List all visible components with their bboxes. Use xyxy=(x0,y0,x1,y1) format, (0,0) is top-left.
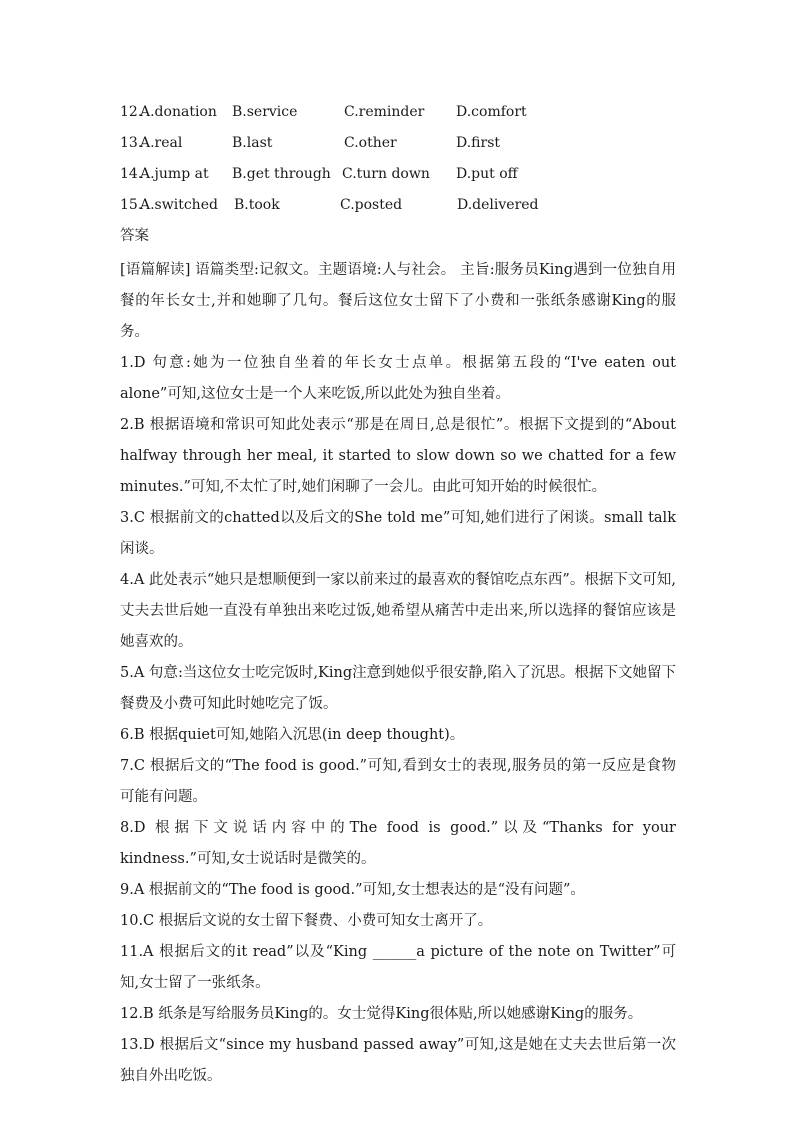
option-b: B.service xyxy=(232,104,298,120)
option-c: C.posted xyxy=(340,197,403,213)
passage-analysis: [语篇解读] 语篇类型:记叙文。主题语境:人与社会。 主旨:服务员King遇到一位独自用餐的年长女士,并和她聊了几句。餐后这位女士留下了小费和一张纸条感谢King的服务。 xyxy=(120,262,676,340)
answer-item-8: 8.D 根据下文说话内容中的The food is good.”以及“Thanks for your kindness.”可知,女士说话时是微笑的。 xyxy=(120,820,676,867)
answer-item-7: 7.C 根据后文的“The food is good.”可知,看到女士的表现,服务员的第一反应是食物可能有问题。 xyxy=(120,758,676,805)
answer-item-4: 4.A 此处表示“她只是想顺便到一家以前来过的最喜欢的餐馆吃点东西”。根据下文可知,丈夫去世后她一直没有单独出来吃过饭,她希望从痛苦中走出来,所以选择的餐馆应该是她喜欢的。 xyxy=(120,572,676,650)
answer-item-2: 2.B 根据语境和常识可知此处表示“那是在周日,总是很忙”。根据下文提到的“About halfway through her meal, it started to slow down so we chatted for a few minutes.”可知,不太忙了时,她们闲聊了一会儿。由此可知开始的时候很忙。 xyxy=(120,417,676,495)
question-number: 13. xyxy=(120,135,143,151)
question-number: 14. xyxy=(120,166,143,182)
option-d: D.first xyxy=(456,135,501,151)
option-d: D.delivered xyxy=(457,197,539,213)
answer-heading: 答案 xyxy=(120,228,149,244)
option-c: C.turn down xyxy=(342,166,430,182)
question-number: 15. xyxy=(120,197,143,213)
answer-item-13: 13.D 根据后文“since my husband passed away”可知,这是她在丈夫去世后第一次独自外出吃饭。 xyxy=(120,1037,676,1084)
answer-item-10: 10.C 根据后文说的女士留下餐费、小费可知女士离开了。 xyxy=(120,913,493,929)
option-c: C.reminder xyxy=(344,104,425,120)
answer-item-9: 9.A 根据前文的“The food is good.”可知,女士想表达的是“没有问题”。 xyxy=(120,882,585,898)
option-c: C.other xyxy=(344,135,397,151)
option-a: A.donation xyxy=(140,104,217,120)
option-d: D.comfort xyxy=(456,104,527,120)
option-b: B.get through xyxy=(232,166,331,182)
option-a: A.switched xyxy=(140,197,218,213)
answer-item-3: 3.C 根据前文的chatted以及后文的She told me”可知,她们进行了闲谈。small talk 闲谈。 xyxy=(120,510,676,557)
question-number: 12. xyxy=(120,104,143,120)
answer-item-12: 12.B 纸条是写给服务员King的。女士觉得King很体贴,所以她感谢King的服务。 xyxy=(120,1006,643,1022)
option-d: D.put off xyxy=(456,166,518,182)
option-a: A.jump at xyxy=(140,166,209,182)
answer-explanations xyxy=(120,255,676,1092)
option-b: B.took xyxy=(234,197,280,213)
option-b: B.last xyxy=(232,135,273,151)
option-a: A.real xyxy=(140,135,183,151)
answer-item-11: 11.A 根据后文的it read”以及“King ______a picture of the note on Twitter”可知,女士留了一张纸条。 xyxy=(120,944,676,991)
answer-item-5: 5.A 句意:当这位女士吃完饭时,King注意到她似乎很安静,陷入了沉思。根据下文她留下餐费及小费可知此时她吃完了饭。 xyxy=(120,665,676,712)
answer-item-6: 6.B 根据quiet可知,她陷入沉思(in deep thought)。 xyxy=(120,727,465,743)
answer-item-1: 1.D 句意:她为一位独自坐着的年长女士点单。根据第五段的“I've eaten out alone”可知,这位女士是一个人来吃饭,所以此处为独自坐着。 xyxy=(120,355,676,402)
